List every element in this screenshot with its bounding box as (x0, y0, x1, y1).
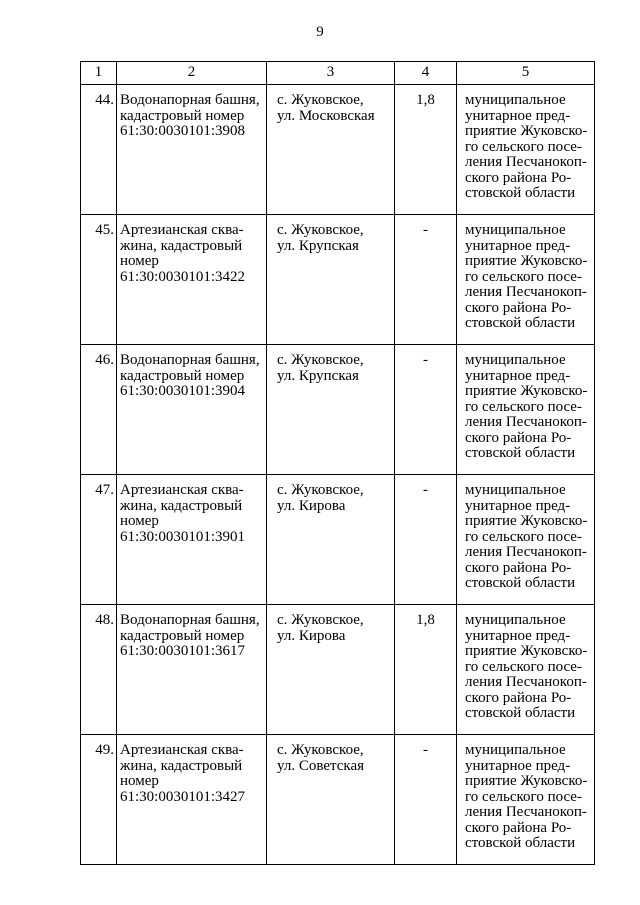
holder-line: муниципальное (465, 612, 566, 628)
holder-line: ского района Ро- (465, 689, 572, 706)
column-header-length: 4 (395, 62, 457, 85)
holder-line: ского района Ро- (465, 819, 572, 836)
table-row (81, 475, 595, 605)
address-cell (267, 475, 395, 605)
object-name-cell (117, 735, 267, 865)
holder-line: ления Песчанокоп- (465, 674, 587, 690)
address-line: ул. Советская (277, 757, 364, 774)
holder-line: приятие Жуковско- (465, 383, 588, 399)
registry-table (80, 61, 595, 865)
holder-line: муниципальное (465, 742, 566, 758)
address-line: с. Жуковское, (277, 612, 364, 628)
object-name-line: Водонапорная башня, (120, 612, 260, 628)
object-name-line: жина, кадастровый (120, 757, 243, 774)
address-cell (267, 735, 395, 865)
holder-line: муниципальное (465, 352, 566, 368)
object-name-line: Водонапорная башня, (120, 352, 260, 368)
object-name-line: жина, кадастровый (120, 497, 243, 514)
object-name-cell (117, 215, 267, 345)
address-line: с. Жуковское, (277, 222, 364, 238)
holder-line: стовской области (465, 315, 576, 331)
address-line: с. Жуковское, (277, 482, 364, 498)
holder-line: приятие Жуковско- (465, 773, 588, 789)
holder-line: го сельского посе- (465, 398, 582, 415)
holder-cell (457, 605, 595, 735)
holder-line: ского района Ро- (465, 299, 572, 316)
holder-line: стовской области (465, 835, 576, 851)
table-body (81, 85, 595, 865)
object-name-line: жина, кадастровый (120, 237, 243, 254)
page-number: 9 (316, 24, 324, 40)
address-line: ул. Крупская (277, 237, 359, 254)
length-cell: - (395, 345, 457, 475)
object-name-cell (117, 475, 267, 605)
holder-line: стовской области (465, 185, 576, 201)
object-name-line: 61:30:0030101:3904 (120, 383, 246, 399)
holder-line: унитарное пред- (465, 107, 571, 124)
object-name-line: 61:30:0030101:3427 (120, 788, 246, 805)
row-number: 44. (81, 85, 117, 215)
holder-line: унитарное пред- (465, 627, 571, 644)
address-line: ул. Крупская (277, 367, 359, 384)
length-cell: - (395, 215, 457, 345)
object-name-cell (117, 85, 267, 215)
column-header-name: 2 (117, 62, 267, 85)
holder-line: муниципальное (465, 92, 566, 108)
table-header-row (81, 62, 595, 85)
address-line: ул. Кирова (277, 497, 346, 514)
holder-line: ления Песчанокоп- (465, 544, 587, 560)
row-number: 49. (81, 735, 117, 865)
holder-line: приятие Жуковско- (465, 643, 588, 659)
holder-line: ского района Ро- (465, 169, 572, 186)
row-number: 45. (81, 215, 117, 345)
holder-cell (457, 85, 595, 215)
object-name-line: 61:30:0030101:3617 (120, 643, 246, 659)
object-name-line: Артезианская сква- (120, 742, 244, 758)
holder-line: ского района Ро- (465, 559, 572, 576)
holder-line: го сельского посе- (465, 658, 582, 675)
holder-line: го сельского посе- (465, 268, 582, 285)
table-row (81, 215, 595, 345)
object-name-line: Артезианская сква- (120, 482, 244, 498)
holder-line: унитарное пред- (465, 757, 571, 774)
table-row (81, 605, 595, 735)
object-name-line: Артезианская сква- (120, 222, 244, 238)
holder-line: ления Песчанокоп- (465, 154, 587, 170)
holder-cell (457, 475, 595, 605)
address-line: с. Жуковское, (277, 92, 364, 108)
address-line: ул. Московская (277, 107, 375, 124)
holder-line: го сельского посе- (465, 528, 582, 545)
object-name-line: 61:30:0030101:3422 (120, 268, 246, 285)
holder-line: унитарное пред- (465, 367, 571, 384)
holder-cell (457, 215, 595, 345)
object-name-line: кадастровый номер (120, 367, 245, 384)
column-header-number: 1 (81, 62, 117, 85)
holder-line: муниципальное (465, 222, 566, 238)
length-cell: 1,8 (395, 605, 457, 735)
holder-line: унитарное пред- (465, 497, 571, 514)
holder-line: ления Песчанокоп- (465, 804, 587, 820)
length-cell: - (395, 735, 457, 865)
holder-line: го сельского посе- (465, 788, 582, 805)
row-number: 48. (81, 605, 117, 735)
object-name-cell (117, 605, 267, 735)
table-row (81, 85, 595, 215)
address-line: с. Жуковское, (277, 742, 364, 758)
address-cell (267, 605, 395, 735)
object-name-line: номер (120, 773, 159, 789)
row-number: 46. (81, 345, 117, 475)
length-cell: - (395, 475, 457, 605)
object-name-line: номер (120, 253, 159, 269)
address-line: ул. Кирова (277, 627, 346, 644)
table-row (81, 345, 595, 475)
holder-line: муниципальное (465, 482, 566, 498)
length-cell: 1,8 (395, 85, 457, 215)
object-name-line: 61:30:0030101:3908 (120, 123, 246, 139)
address-cell (267, 215, 395, 345)
holder-line: ского района Ро- (465, 429, 572, 446)
column-header-holder: 5 (457, 62, 595, 85)
object-name-line: номер (120, 513, 159, 529)
address-cell (267, 345, 395, 475)
table-row (81, 735, 595, 865)
holder-line: стовской области (465, 445, 576, 461)
object-name-line: Водонапорная башня, (120, 92, 260, 108)
object-name-line: 61:30:0030101:3901 (120, 528, 246, 545)
holder-line: приятие Жуковско- (465, 513, 588, 529)
holder-line: ления Песчанокоп- (465, 414, 587, 430)
holder-line: приятие Жуковско- (465, 123, 588, 139)
holder-cell (457, 345, 595, 475)
holder-cell (457, 735, 595, 865)
holder-line: приятие Жуковско- (465, 253, 588, 269)
holder-line: ления Песчанокоп- (465, 284, 587, 300)
address-line: с. Жуковское, (277, 352, 364, 368)
holder-line: стовской области (465, 575, 576, 591)
object-name-line: кадастровый номер (120, 107, 245, 124)
holder-line: унитарное пред- (465, 237, 571, 254)
object-name-cell (117, 345, 267, 475)
object-name-line: кадастровый номер (120, 627, 245, 644)
address-cell (267, 85, 395, 215)
holder-line: стовской области (465, 705, 576, 721)
column-header-address: 3 (267, 62, 395, 85)
holder-line: го сельского посе- (465, 138, 582, 155)
row-number: 47. (81, 475, 117, 605)
